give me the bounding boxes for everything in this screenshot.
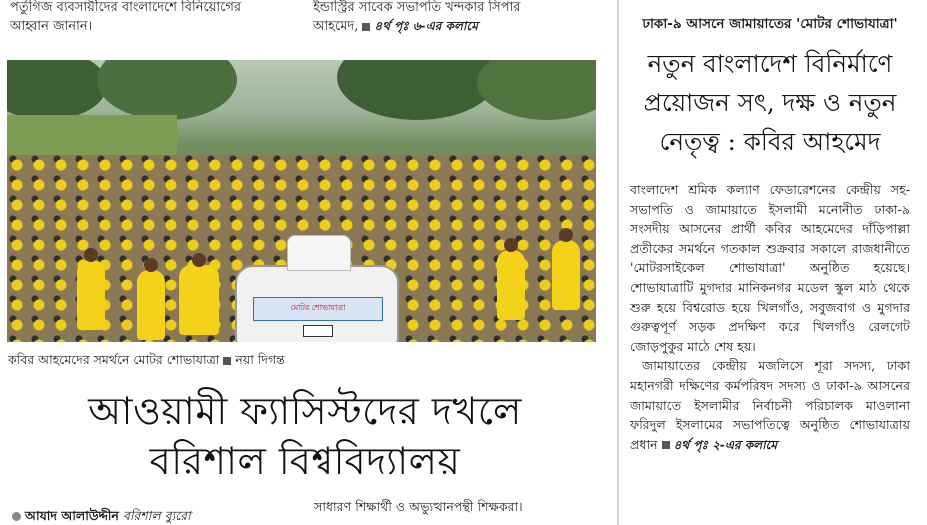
snippet-line: ইন্ডাস্ট্রির সাবেক সভাপতি খন্দকার সিপার	[313, 0, 521, 15]
headline-line: নতুন বাংলাদেশ বিনির্মাণে	[647, 49, 893, 78]
main-headline[interactable]	[10, 386, 600, 486]
headline-line: বরিশাল বিশ্ববিদ্যালয়	[149, 439, 461, 483]
right-article	[630, 14, 910, 455]
column-divider	[617, 0, 619, 525]
car-graphic	[235, 265, 399, 342]
headline-line: প্রয়োজন সৎ, দক্ষ ও নতুন	[643, 88, 897, 117]
square-marker-icon	[362, 23, 370, 31]
square-marker-icon	[662, 441, 670, 449]
bullet-icon	[12, 512, 21, 521]
paragraph-text: জামায়াতের কেন্দ্রীয় মজলিসে শূরা সদস্য, ঢাকা মহানগরী দক্ষিণের কর্মপরিষদ সদস্য ও ঢাকা-৯ আসনের জামায়াতে ইসলামীর নির্বাচনী পরিচালক মাওলানা ফরিদুল ইসলামের সভাপতিত্বে অনুষ্ঠিত শোভাযাত্রায় প্রধান	[630, 358, 910, 452]
top-left-snippet	[10, 0, 295, 36]
news-photo	[7, 60, 596, 342]
car-banner	[253, 297, 383, 321]
headline-line: নেতৃত্ব : কবির আহমেদ	[659, 127, 881, 156]
photo-credit: নয়া দিগন্ত	[235, 352, 285, 367]
byline	[12, 507, 191, 525]
byline-bureau: বরিশাল ব্যুরো	[122, 508, 191, 523]
caption-text: কবির আহমেদের সমর্থনে মোটর শোভাযাত্রা	[8, 352, 220, 367]
continuation-ref[interactable]: ৪র্থ পৃঃ ৬-এর কলামে	[374, 19, 478, 33]
continuation-ref[interactable]: ৪র্থ পৃঃ ২-এর কলামে	[673, 437, 778, 452]
top-mid-snippet	[313, 0, 603, 36]
snippet-line-with-ref	[313, 17, 603, 36]
bottom-mid-snippet: সাধারণ শিক্ষার্থী ও অভ্যুত্থানপন্থী শিক্ষকরা।	[314, 499, 523, 514]
photo-caption	[8, 350, 598, 369]
snippet-line: পর্তুগিজ ব্যবসায়ীদের বাংলাদেশে বিনিয়োগের	[10, 0, 242, 15]
snippet-line: আহ্বান জানান।	[10, 19, 93, 34]
article-kicker: ঢাকা-৯ আসনে জামায়াতের 'মোটর শোভাযাত্রা'	[642, 16, 898, 32]
headline-line: আওয়ামী ফ্যাসিস্টদের দখলে	[88, 389, 522, 433]
article-headline[interactable]	[630, 44, 910, 161]
article-paragraph	[630, 356, 910, 455]
car-banner-text: মোটর শোভাযাত্রা	[290, 303, 346, 312]
article-paragraph: বাংলাদেশ শ্রমিক কল্যাণ ফেডারেশনের কেন্দ্রীয় সহ-সভাপতি ও জামায়াতে ইসলামী মনোনীত ঢাকা-৯ সংসদীয় আসনের প্রার্থী কবির আহমেদের দাঁড়িপাল্লা প্রতীকের সমর্থনে গতকাল শুক্রবার সকালে রাজধানীতে 'মোটরসাইকেল শোভাযাত্রা' অনুষ্ঠিত হয়েছে। শোভাযাত্রাটি মুগদার মানিকনগর মডেল স্কুল মাঠ থেকে শুরু হয়ে বিশ্বরোড হয়ে খিলগাঁও, সবুজবাগ ও মুগদার গুরুত্বপূর্ণ সড়ক প্রদক্ষিণ করে খিলগাঁও রেলগেট জোড়পুকুর মাঠে শেষ হয়।	[630, 182, 910, 354]
snippet-text: আহমেদ,	[313, 19, 359, 34]
square-marker-icon	[223, 357, 231, 365]
byline-name: আযাদ আলাউদ্দীন	[25, 508, 119, 523]
